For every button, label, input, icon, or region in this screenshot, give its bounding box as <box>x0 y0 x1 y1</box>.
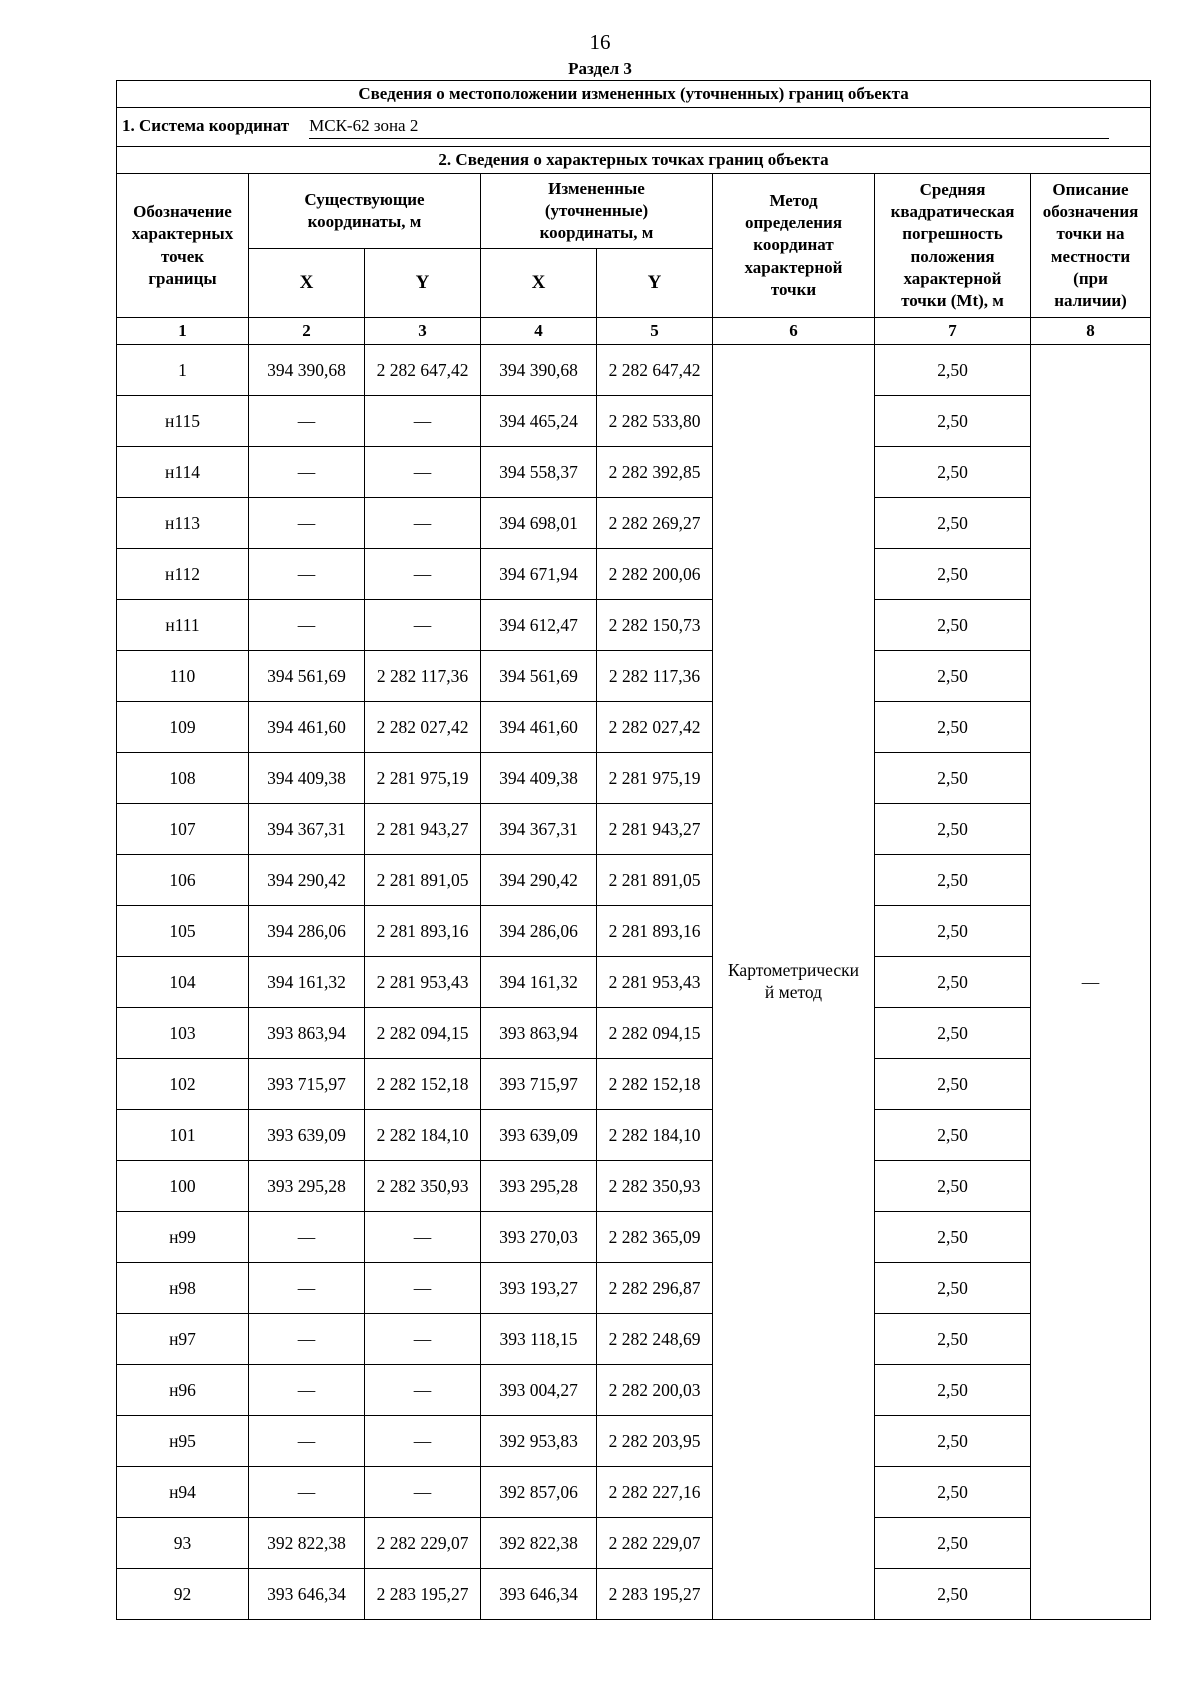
changed-x-cell: 394 409,38 <box>481 753 597 804</box>
changed-y-cell: 2 282 200,03 <box>597 1365 713 1416</box>
existing-y-cell: — <box>365 600 481 651</box>
text-line: Картометрически <box>727 960 860 981</box>
changed-y-cell: 2 282 117,36 <box>597 651 713 702</box>
page-number: 16 <box>589 30 611 54</box>
existing-y-cell: — <box>365 396 481 447</box>
existing-x-cell: 394 461,60 <box>249 702 365 753</box>
header-existing-coordinates <box>249 174 481 249</box>
text-line: погрешность <box>902 224 1003 244</box>
table-row <box>117 1161 1151 1212</box>
error-cell: 2,50 <box>875 396 1031 447</box>
existing-y-cell: — <box>365 1365 481 1416</box>
changed-x-cell: 392 822,38 <box>481 1518 597 1569</box>
table-row <box>117 1008 1151 1059</box>
text-line: Существующие <box>304 189 425 209</box>
point-cell: н94 <box>117 1467 249 1518</box>
text-line: границы <box>148 268 217 288</box>
error-cell: 2,50 <box>875 957 1031 1008</box>
table-row <box>117 1365 1151 1416</box>
text-line: (при <box>1073 268 1108 288</box>
changed-x-cell: 394 286,06 <box>481 906 597 957</box>
existing-y-cell: 2 282 184,10 <box>365 1110 481 1161</box>
changed-x-cell: 394 558,37 <box>481 447 597 498</box>
table-row <box>117 753 1151 804</box>
changed-x-cell: 393 118,15 <box>481 1314 597 1365</box>
table-row <box>117 447 1151 498</box>
point-cell: 92 <box>117 1569 249 1620</box>
existing-x-cell: 394 290,42 <box>249 855 365 906</box>
existing-x-cell: 394 286,06 <box>249 906 365 957</box>
existing-x-cell: 394 367,31 <box>249 804 365 855</box>
error-cell: 2,50 <box>875 345 1031 396</box>
error-cell: 2,50 <box>875 1467 1031 1518</box>
point-cell: 102 <box>117 1059 249 1110</box>
column-number: 5 <box>597 318 713 345</box>
table-row <box>117 549 1151 600</box>
column-number: 1 <box>117 318 249 345</box>
text-line: координат <box>753 235 834 255</box>
point-cell: 106 <box>117 855 249 906</box>
table-row <box>117 1263 1151 1314</box>
existing-y-cell: 2 281 975,19 <box>365 753 481 804</box>
point-cell: н113 <box>117 498 249 549</box>
column-number: 2 <box>249 318 365 345</box>
point-cell: н114 <box>117 447 249 498</box>
point-cell: н115 <box>117 396 249 447</box>
point-cell: н98 <box>117 1263 249 1314</box>
table-row <box>117 957 1151 1008</box>
changed-x-cell: 393 863,94 <box>481 1008 597 1059</box>
changed-x-cell: 394 465,24 <box>481 396 597 447</box>
column-number: 3 <box>365 318 481 345</box>
changed-y-cell: 2 282 094,15 <box>597 1008 713 1059</box>
error-cell: 2,50 <box>875 702 1031 753</box>
coordinate-system-label: 1. Система координат <box>122 115 290 135</box>
changed-x-cell: 394 290,42 <box>481 855 597 906</box>
point-cell: 109 <box>117 702 249 753</box>
existing-x-cell: 393 863,94 <box>249 1008 365 1059</box>
point-cell: 1 <box>117 345 249 396</box>
column-number: 7 <box>875 318 1031 345</box>
header-error <box>875 174 1031 318</box>
changed-x-cell: 393 646,34 <box>481 1569 597 1620</box>
existing-y-cell: 2 282 229,07 <box>365 1518 481 1569</box>
existing-x-cell: — <box>249 498 365 549</box>
error-cell: 2,50 <box>875 1263 1031 1314</box>
table-row <box>117 855 1151 906</box>
existing-y-cell: 2 281 893,16 <box>365 906 481 957</box>
text-line: обозначения <box>1042 202 1139 222</box>
existing-y-cell: — <box>365 1212 481 1263</box>
existing-y-cell: 2 281 891,05 <box>365 855 481 906</box>
point-cell: 103 <box>117 1008 249 1059</box>
changed-y-cell: 2 281 953,43 <box>597 957 713 1008</box>
changed-x-cell: 394 671,94 <box>481 549 597 600</box>
text-line: (уточненные) <box>544 200 649 220</box>
header-existing-y: Y <box>365 249 481 318</box>
changed-y-cell: 2 282 269,27 <box>597 498 713 549</box>
changed-x-cell: 394 161,32 <box>481 957 597 1008</box>
table-row <box>117 1467 1151 1518</box>
changed-y-cell: 2 282 152,18 <box>597 1059 713 1110</box>
changed-y-cell: 2 282 200,06 <box>597 549 713 600</box>
existing-y-cell: — <box>365 1416 481 1467</box>
point-cell: 110 <box>117 651 249 702</box>
method-cell <box>713 345 875 1620</box>
point-cell: н97 <box>117 1314 249 1365</box>
existing-x-cell: 393 715,97 <box>249 1059 365 1110</box>
error-cell: 2,50 <box>875 1416 1031 1467</box>
existing-y-cell: — <box>365 1467 481 1518</box>
subsection-title: 2. Сведения о характерных точках границ объекта <box>117 147 1151 174</box>
existing-y-cell: 2 282 350,93 <box>365 1161 481 1212</box>
changed-x-cell: 393 270,03 <box>481 1212 597 1263</box>
existing-y-cell: 2 281 953,43 <box>365 957 481 1008</box>
changed-y-cell: 2 281 891,05 <box>597 855 713 906</box>
text-line: точек <box>160 246 205 266</box>
table-row <box>117 345 1151 396</box>
changed-x-cell: 394 367,31 <box>481 804 597 855</box>
error-cell: 2,50 <box>875 600 1031 651</box>
point-cell: н111 <box>117 600 249 651</box>
existing-x-cell: — <box>249 600 365 651</box>
changed-x-cell: 393 193,27 <box>481 1263 597 1314</box>
point-cell: н95 <box>117 1416 249 1467</box>
changed-y-cell: 2 282 248,69 <box>597 1314 713 1365</box>
existing-y-cell: — <box>365 498 481 549</box>
error-cell: 2,50 <box>875 1212 1031 1263</box>
point-cell: 108 <box>117 753 249 804</box>
changed-x-cell: 394 612,47 <box>481 600 597 651</box>
table-row <box>117 396 1151 447</box>
changed-y-cell: 2 282 027,42 <box>597 702 713 753</box>
text-line: характерной <box>744 257 843 277</box>
error-cell: 2,50 <box>875 906 1031 957</box>
point-cell: н99 <box>117 1212 249 1263</box>
error-cell: 2,50 <box>875 753 1031 804</box>
text-line: Средняя <box>919 180 986 200</box>
section-title: Раздел 3 <box>568 59 632 78</box>
error-cell: 2,50 <box>875 1314 1031 1365</box>
table-row <box>117 498 1151 549</box>
error-cell: 2,50 <box>875 1008 1031 1059</box>
changed-y-cell: 2 282 229,07 <box>597 1518 713 1569</box>
existing-x-cell: — <box>249 1365 365 1416</box>
error-cell: 2,50 <box>875 1110 1031 1161</box>
text-line: координаты, м <box>307 212 422 231</box>
existing-x-cell: 393 295,28 <box>249 1161 365 1212</box>
changed-x-cell: 393 004,27 <box>481 1365 597 1416</box>
changed-x-cell: 393 715,97 <box>481 1059 597 1110</box>
table-row <box>117 906 1151 957</box>
text-line: Метод <box>769 191 818 211</box>
column-number: 4 <box>481 318 597 345</box>
table-row <box>117 1569 1151 1620</box>
existing-x-cell: 394 161,32 <box>249 957 365 1008</box>
table-row <box>117 651 1151 702</box>
existing-x-cell: — <box>249 447 365 498</box>
text-line: точки <box>770 279 817 299</box>
table-row <box>117 1314 1151 1365</box>
existing-x-cell: — <box>249 1416 365 1467</box>
changed-x-cell: 394 698,01 <box>481 498 597 549</box>
table-row <box>117 600 1151 651</box>
existing-x-cell: — <box>249 1212 365 1263</box>
changed-y-cell: 2 282 184,10 <box>597 1110 713 1161</box>
column-number: 8 <box>1031 318 1151 345</box>
changed-y-cell: 2 281 893,16 <box>597 906 713 957</box>
changed-y-cell: 2 282 227,16 <box>597 1467 713 1518</box>
text-line: квадратическая <box>890 202 1015 222</box>
text-line: Измененные <box>548 178 645 198</box>
changed-y-cell: 2 283 195,27 <box>597 1569 713 1620</box>
existing-y-cell: 2 282 094,15 <box>365 1008 481 1059</box>
point-cell: н96 <box>117 1365 249 1416</box>
coordinate-system-row <box>117 108 1151 147</box>
text-line: Описание <box>1052 180 1129 200</box>
changed-y-cell: 2 282 350,93 <box>597 1161 713 1212</box>
existing-x-cell: — <box>249 1467 365 1518</box>
point-cell: 101 <box>117 1110 249 1161</box>
existing-x-cell: 394 561,69 <box>249 651 365 702</box>
header-changed-coordinates <box>481 174 713 249</box>
text-line: определения <box>744 213 843 233</box>
text-line: Обозначение <box>133 202 232 222</box>
changed-x-cell: 394 461,60 <box>481 702 597 753</box>
error-cell: 2,50 <box>875 1365 1031 1416</box>
text-line: положения <box>910 246 995 266</box>
existing-y-cell: — <box>365 1263 481 1314</box>
text-line: местности <box>1050 246 1131 266</box>
table-row <box>117 702 1151 753</box>
header-changed-y: Y <box>597 249 713 318</box>
text-line: точки на <box>1056 224 1125 244</box>
text-line: й метод <box>764 982 823 1002</box>
table-row <box>117 804 1151 855</box>
changed-x-cell: 392 857,06 <box>481 1467 597 1518</box>
header-designation <box>117 174 249 318</box>
table-title: Сведения о местоположении измененных (уточненных) границ объекта <box>117 81 1151 108</box>
error-cell: 2,50 <box>875 1569 1031 1620</box>
existing-y-cell: — <box>365 1314 481 1365</box>
changed-x-cell: 392 953,83 <box>481 1416 597 1467</box>
error-cell: 2,50 <box>875 804 1031 855</box>
text-line: характерной <box>903 268 1002 288</box>
table-row <box>117 1518 1151 1569</box>
existing-y-cell: 2 283 195,27 <box>365 1569 481 1620</box>
coordinate-system-value: МСК-62 зона 2 <box>309 116 1109 139</box>
existing-x-cell: 394 409,38 <box>249 753 365 804</box>
changed-y-cell: 2 282 365,09 <box>597 1212 713 1263</box>
point-cell: 105 <box>117 906 249 957</box>
existing-x-cell: — <box>249 396 365 447</box>
error-cell: 2,50 <box>875 651 1031 702</box>
point-cell: н112 <box>117 549 249 600</box>
changed-y-cell: 2 281 943,27 <box>597 804 713 855</box>
error-cell: 2,50 <box>875 1518 1031 1569</box>
existing-x-cell: 393 646,34 <box>249 1569 365 1620</box>
description-cell: — <box>1031 345 1151 1620</box>
error-cell: 2,50 <box>875 447 1031 498</box>
error-cell: 2,50 <box>875 1059 1031 1110</box>
boundary-points-table <box>116 80 1151 1620</box>
text-line: точки (Mt), м <box>901 290 1004 310</box>
point-cell: 104 <box>117 957 249 1008</box>
existing-y-cell: — <box>365 447 481 498</box>
existing-y-cell: 2 282 647,42 <box>365 345 481 396</box>
existing-y-cell: 2 282 027,42 <box>365 702 481 753</box>
changed-y-cell: 2 282 203,95 <box>597 1416 713 1467</box>
header-description <box>1031 174 1151 318</box>
table-row <box>117 1416 1151 1467</box>
error-cell: 2,50 <box>875 549 1031 600</box>
changed-y-cell: 2 282 150,73 <box>597 600 713 651</box>
error-cell: 2,50 <box>875 855 1031 906</box>
existing-y-cell: — <box>365 549 481 600</box>
table-row <box>117 1212 1151 1263</box>
changed-y-cell: 2 282 533,80 <box>597 396 713 447</box>
table-row <box>117 1059 1151 1110</box>
text-line: координаты, м <box>539 223 654 243</box>
text-line: характерных <box>131 224 234 244</box>
header-existing-x: X <box>249 249 365 318</box>
error-cell: 2,50 <box>875 498 1031 549</box>
point-cell: 100 <box>117 1161 249 1212</box>
header-changed-x: X <box>481 249 597 318</box>
text-line: наличии) <box>1054 290 1127 310</box>
existing-y-cell: 2 281 943,27 <box>365 804 481 855</box>
existing-x-cell: 392 822,38 <box>249 1518 365 1569</box>
table-row <box>117 1110 1151 1161</box>
changed-x-cell: 393 295,28 <box>481 1161 597 1212</box>
existing-x-cell: — <box>249 1314 365 1365</box>
changed-x-cell: 394 390,68 <box>481 345 597 396</box>
changed-y-cell: 2 282 392,85 <box>597 447 713 498</box>
changed-x-cell: 394 561,69 <box>481 651 597 702</box>
existing-y-cell: 2 282 152,18 <box>365 1059 481 1110</box>
existing-x-cell: 393 639,09 <box>249 1110 365 1161</box>
header-method <box>713 174 875 318</box>
error-cell: 2,50 <box>875 1161 1031 1212</box>
point-cell: 107 <box>117 804 249 855</box>
changed-y-cell: 2 282 296,87 <box>597 1263 713 1314</box>
point-cell: 93 <box>117 1518 249 1569</box>
column-number: 6 <box>713 318 875 345</box>
existing-y-cell: 2 282 117,36 <box>365 651 481 702</box>
existing-x-cell: 394 390,68 <box>249 345 365 396</box>
changed-y-cell: 2 282 647,42 <box>597 345 713 396</box>
existing-x-cell: — <box>249 549 365 600</box>
changed-y-cell: 2 281 975,19 <box>597 753 713 804</box>
existing-x-cell: — <box>249 1263 365 1314</box>
changed-x-cell: 393 639,09 <box>481 1110 597 1161</box>
